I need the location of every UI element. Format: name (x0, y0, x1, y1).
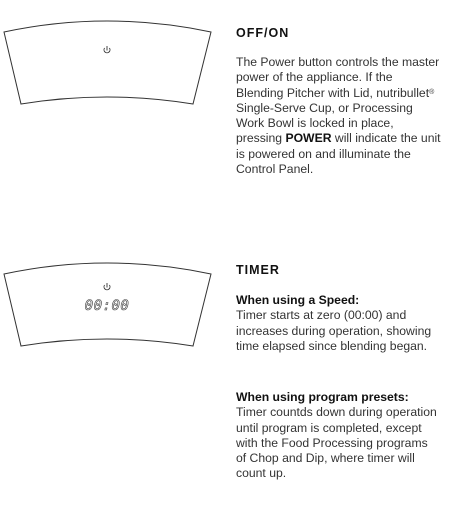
presets-subheading: When using program presets: (236, 390, 409, 404)
presets-description: Timer countds down during operation until program is completed, except with the Food Processing programs of Chop and Dip, where timer will count up. (236, 405, 437, 481)
offon-description: The Power button controls the master power of the appliance. If the Blending Pitcher with Lid, nutribullet® Single-Serve Cup, or Processing Work Bowl is locked in place, pressing POWER will indicate the unit is powered on and illuminate the Control Panel. (236, 55, 441, 177)
speed-subheading: When using a Speed: (236, 293, 360, 307)
section-heading-timer: TIMER (236, 263, 280, 277)
power-bold-word: POWER (285, 131, 332, 146)
control-panel-illustration-power (0, 18, 215, 118)
control-panel-illustration-timer (0, 262, 215, 362)
speed-description: Timer starts at zero (00:00) and increases during operation, showing time elapsed since blending began. (236, 308, 432, 353)
timer-presets-paragraph (236, 390, 441, 482)
timer-speed-paragraph (236, 293, 441, 354)
section-heading-offon: OFF/ON (236, 26, 290, 40)
timer-display: 00:00 (84, 298, 130, 314)
